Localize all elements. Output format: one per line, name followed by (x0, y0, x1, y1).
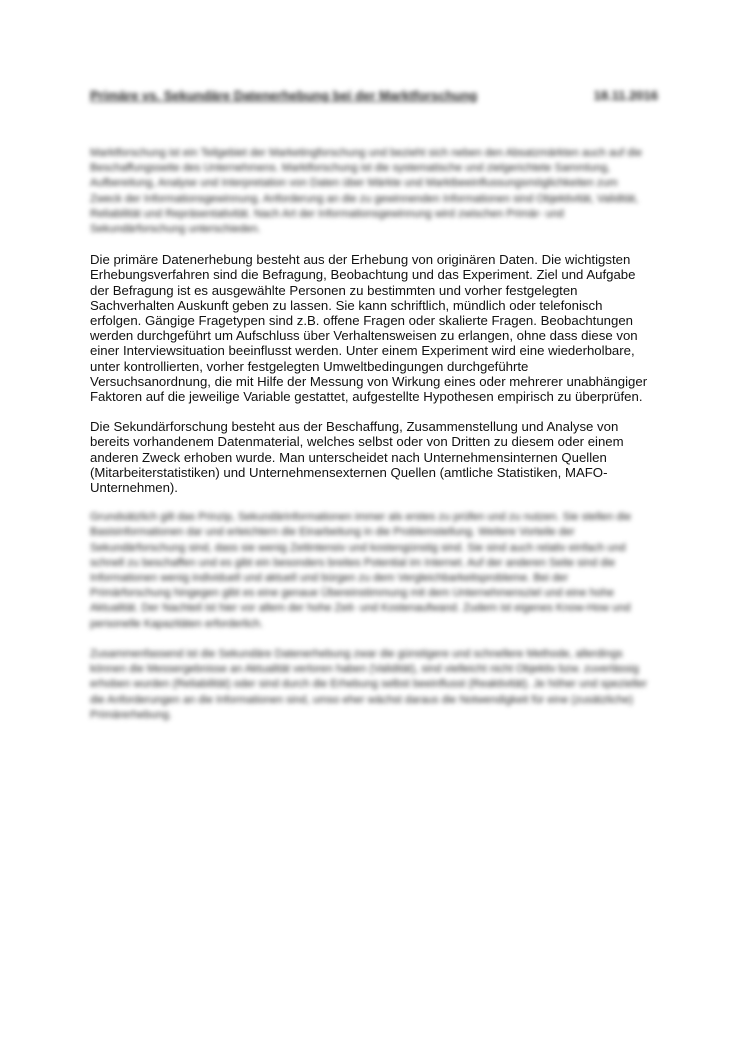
paragraph-secondary-research: Die Sekundärforschung besteht aus der Beschaffung, Zusammenstellung und Analyse von bereits vorhandenem Datenmaterial, welches selbst oder von Dritten zu diesem oder einem anderen Zweck erhoben wurde. Man unterscheidet nach Unternehmensinternen Quellen (Mitarbeiterstatistiken) und Unternehmensexternen Quellen (amtliche Statistiken, MAFO-Unternehmen). (90, 419, 624, 496)
paragraph-conclusion: Zusammenfassend ist die Sekundäre Datenerhebung zwar die günstigere und schnellere Methode, allerdings können die Messergebnisse an Aktualität verloren haben (Validität), sind vielleicht nicht Objektiv bzw. zuverlässig erhoben wurden (Reliabilität) oder sind durch die Erhebung selbst beeinflusst (Reaktivität). Je höher und spezieller die Anforderungen an die Informationen sind, umso eher wächst daraus die Notwendigkeit für eine (zusätzliche) Primärerhebung. (90, 647, 648, 721)
document-body (90, 146, 650, 738)
document-header (90, 88, 658, 103)
paragraph-intro: Marktforschung ist ein Teilgebiet der Marketingforschung und bezieht sich neben den Absatzmärkten auch auf die Beschaffungsseite des Unternehmens. Marktforschung ist die systematische und zielgerichtete Sammlung, Aufbereitung, Analyse und Interpretation von Daten über Märkte und Marktbeeinflussungsmöglichkeiten zum Zweck der Informationsgewinnung. Anforderung an die zu gewinnenden Informationen sind Objektivität, Validität, Reliabilität und Repräsentativität. Nach Art der Informationsgewinnung wird zwischen Primär- und Sekundärforschung unterschieden. (90, 147, 642, 236)
paragraph-primary-research: Die primäre Datenerhebung besteht aus der Erhebung von originären Daten. Die wichtigsten Erhebungsverfahren sind die Befragung, Beobachtung und das Experiment. Ziel und Aufgabe der Befragung ist es ausgewählte Personen zu bestimmten und vorher festgelegten Sachverhalten Auskunft geben zu lassen. Sie kann schriftlich, mündlich oder telefonisch erfolgen. Gängige Fragetypen sind z.B. offene Fragen oder skalierte Fragen. Beobachtungen werden durchgeführt um Aufschluss über Verhaltensweisen zu erlangen, ohne dass diese von einer Interviewsituation beeinflusst werden. Unter einem Experiment wird eine wiederholbare, unter kontrollierten, vorher festgelegten Umweltbedingungen durchgeführte Versuchsanordnung, die mit Hilfe der Messung von Wirkung eines oder mehrerer unabhängiger Faktoren auf die jeweilige Variable gestattet, aufgestellte Hypothesen empirisch zu überprüfen. (90, 252, 648, 405)
document-date: 18.11.2016 (593, 88, 658, 103)
document-title: Primäre vs. Sekundäre Datenerhebung bei der Marktforschung (90, 88, 478, 103)
paragraph-comparison: Grundsätzlich gilt das Prinzip, Sekundärinformationen immer als erstes zu prüfen und zu nutzen. Sie stellen die Basisinformationen dar und erleichtern die Einarbeitung in die Problemstellung. Weitere Vorteile der Sekundärforschung sind, dass sie wenig Zeitintensiv und kostengünstig sind. Sie sind auch relativ einfach und schnell zu beschaffen und es gibt ein besonders breites Potential im Internet. Auf der anderen Seite sind die Informationen wenig individuell und aktuell und bürgen zu dem Vergleichbarkeitsprobleme. Bei der Primärforschung hingegen gibt es eine genaue Übereinstimmung mit dem Unternehmensziel und eine hohe Aktualität. Der Nachteil ist hier vor allem der hohe Zeit- und Kostenaufwand. Zudem ist eigenes Know-How und personelle Kapazitäten erforderlich. (90, 511, 632, 630)
